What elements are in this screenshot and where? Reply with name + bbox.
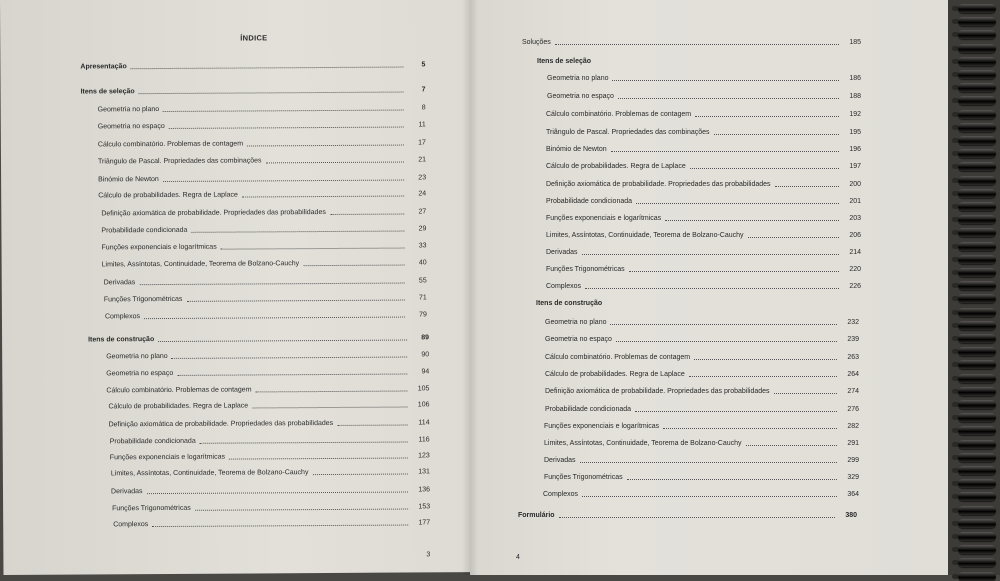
toc-entry-funcoes-trigonometricas <box>112 502 430 513</box>
toc-entry-label: Funções exponenciais e logarítmicas <box>546 215 662 222</box>
toc-entry-page: 185 <box>849 39 861 46</box>
toc-entry-page: 21 <box>418 156 427 164</box>
toc-entry-limites-assintotas-continuidade-teorema-de-bolzano-cauchy <box>111 467 430 478</box>
spiral-coil <box>958 545 996 554</box>
toc-dot-leader <box>555 43 839 45</box>
toc-entry-page: 220 <box>849 266 861 273</box>
toc-entry-label: Cálculo de probabilidades. Regra de Laplace <box>108 402 249 411</box>
spiral-coil <box>958 492 996 501</box>
toc-entry-complexos <box>546 282 861 291</box>
toc-entry-label: Probabilidade condicionada <box>545 406 632 413</box>
toc-entry-itens-de-construcao <box>536 299 861 308</box>
toc-dot-leader <box>172 356 408 359</box>
toc-entry-derivadas <box>111 485 430 496</box>
toc-entry-limites-assintotas-continuidade-teorema-de-bolzano-cauchy <box>546 231 861 240</box>
spiral-coil <box>958 281 996 290</box>
toc-dot-leader <box>694 358 837 360</box>
toc-entry-label: Definição axiomática de probabilidade. Propriedades das probabilidades <box>546 181 771 188</box>
toc-entry-page: 55 <box>418 277 427 285</box>
toc-dot-leader <box>610 323 837 325</box>
toc-entry-page: 106 <box>417 401 430 409</box>
toc-entry-page: 5 <box>421 61 426 69</box>
toc-dot-leader <box>266 161 404 164</box>
toc-entry-geometria-no-espaco <box>545 335 859 344</box>
spiral-coil <box>958 242 996 251</box>
toc-entry-page: 79 <box>419 311 427 319</box>
toc-entry-label: Probabilidade condicionada <box>101 226 188 235</box>
toc-entry-label: Apresentação <box>80 63 127 71</box>
toc-entry-itens-de-selecao <box>537 57 861 66</box>
toc-entry-page: 24 <box>418 190 427 198</box>
toc-entry-limites-assintotas-continuidade-teorema-de-bolzano-cauchy <box>102 258 427 269</box>
toc-entry-page: 116 <box>418 436 430 444</box>
toc-entry-page: 11 <box>418 121 426 129</box>
toc-entry-probabilidade-condicionada <box>545 405 859 414</box>
toc-entry-page: 33 <box>418 242 427 250</box>
spiral-binding <box>952 0 1000 575</box>
toc-entry-label: Itens de construção <box>536 300 603 307</box>
toc-entry-label: Triângulo de Pascal. Propriedades das combinações <box>97 157 262 166</box>
toc-entry-label: Itens de seleção <box>80 88 135 96</box>
toc-entry-geometria-no-plano <box>547 74 861 83</box>
toc-entry-triangulo-de-pascal-propriedades-das-combinacoes <box>546 128 861 137</box>
toc-entry-label: Limites, Assíntotas, Continuidade, Teorema de Bolzano-Cauchy <box>546 232 744 239</box>
spiral-coil <box>958 30 996 39</box>
toc-entry-label: Complexos <box>104 313 140 321</box>
spiral-coil <box>958 479 996 488</box>
toc-dot-leader <box>163 179 404 182</box>
toc-dot-leader <box>169 126 404 129</box>
toc-dot-leader <box>714 133 839 135</box>
toc-dot-leader <box>627 478 837 480</box>
spiral-coil <box>958 453 996 462</box>
toc-entry-funcoes-trigonometricas <box>544 473 859 482</box>
toc-entry-label: Probabilidade condicionada <box>546 198 633 205</box>
spiral-coil <box>958 96 996 105</box>
toc-entry-label: Cálculo de probabilidades. Regra de Laplace <box>98 191 238 200</box>
toc-dot-leader <box>748 236 839 238</box>
spiral-coil <box>958 321 996 330</box>
toc-dot-leader <box>611 150 839 152</box>
toc-dot-leader <box>139 91 404 95</box>
toc-entry-label: Funções exponenciais e logarítmicas <box>544 423 660 430</box>
toc-dot-leader <box>191 230 404 233</box>
toc-entry-label: Triângulo de Pascal. Propriedades das combinações <box>546 129 710 136</box>
spiral-coil <box>958 202 996 211</box>
toc-entry-page: 200 <box>849 181 861 188</box>
toc-dot-leader <box>163 109 404 112</box>
spiral-coil <box>958 44 996 53</box>
toc-dot-leader <box>618 97 839 99</box>
book-gutter <box>462 0 478 575</box>
toc-entry-binomio-de-newton <box>546 145 861 154</box>
spiral-coil <box>958 57 996 66</box>
toc-entry-calculo-de-probabilidades-regra-de-laplace <box>98 189 426 200</box>
toc-dot-leader <box>131 66 404 70</box>
toc-entry-label: Derivadas <box>546 249 578 256</box>
toc-entry-label: Cálculo combinatório. Problemas de contagem <box>97 140 244 149</box>
spiral-coil <box>958 413 996 422</box>
toc-entry-funcoes-exponenciais-e-logaritmicas <box>546 214 861 223</box>
toc-dot-leader <box>147 491 408 495</box>
toc-entry-geometria-no-espaco <box>106 367 429 378</box>
toc-entry-probabilidade-condicionada <box>546 197 861 206</box>
toc-entry-geometria-no-espaco <box>547 92 861 101</box>
toc-entry-triangulo-de-pascal-propriedades-das-combinacoes <box>98 155 426 166</box>
toc-entry-funcoes-exponenciais-e-logaritmicas <box>544 422 859 431</box>
toc-dot-leader <box>221 247 405 250</box>
toc-entry-label: Cálculo de probabilidades. Regra de Laplace <box>545 371 685 378</box>
toc-dot-leader <box>256 390 408 393</box>
toc-entry-page: 153 <box>418 503 431 511</box>
toc-entry-page: 329 <box>847 474 859 481</box>
toc-entry-page: 177 <box>418 519 431 527</box>
spiral-coil <box>958 466 996 475</box>
toc-dot-leader <box>242 195 404 198</box>
spiral-coil <box>958 123 996 132</box>
spiral-coil <box>958 400 996 409</box>
toc-entry-itens-de-construcao <box>88 333 429 344</box>
toc-dot-leader <box>229 457 408 460</box>
toc-entry-calculo-combinatorio-problemas-de-contagem <box>546 110 861 119</box>
toc-dot-leader <box>252 406 407 409</box>
toc-dot-leader <box>616 340 837 342</box>
toc-dot-leader <box>152 524 408 528</box>
toc-entry-page: 29 <box>418 225 427 233</box>
toc-entry-page: 123 <box>418 452 430 460</box>
spiral-coil <box>958 228 996 237</box>
toc-entry-page: 276 <box>847 406 859 413</box>
toc-entry-label: Funções exponenciais e logarítmicas <box>109 453 225 462</box>
toc-dot-leader <box>200 441 408 444</box>
toc-entry-label: Geometria no plano <box>545 319 607 326</box>
spiral-coil <box>958 136 996 145</box>
toc-entry-definicao-axiomatica-de-probabilidade-propriedades-das-probabilidades <box>546 180 861 189</box>
toc-entry-page: 94 <box>421 368 430 376</box>
toc-entry-geometria-no-plano <box>106 350 429 361</box>
spiral-coil <box>958 347 996 356</box>
toc-entry-label: Probabilidade condicionada <box>109 437 196 446</box>
spiral-coil <box>958 83 996 92</box>
toc-entry-label: Itens de construção <box>88 336 155 344</box>
toc-dot-leader <box>582 253 839 255</box>
toc-dot-leader <box>746 444 837 446</box>
toc-dot-leader <box>775 185 839 187</box>
toc-entry-geometria-no-plano <box>98 103 426 114</box>
spiral-coil <box>958 532 996 541</box>
toc-entry-probabilidade-condicionada <box>101 224 426 235</box>
toc-entry-page: 226 <box>849 283 861 290</box>
spiral-coil <box>958 558 996 567</box>
spiral-coil <box>958 70 996 79</box>
toc-entry-page: 136 <box>418 486 431 494</box>
right-page <box>470 0 948 575</box>
toc-entry-page: 380 <box>845 512 857 519</box>
toc-entry-complexos <box>105 310 427 321</box>
toc-dot-leader <box>663 427 837 429</box>
spiral-coil <box>958 189 996 198</box>
toc-entry-complexos <box>543 490 859 499</box>
toc-entry-calculo-combinatorio-problemas-de-contagem <box>98 138 426 149</box>
toc-entry-label: Derivadas <box>103 279 136 287</box>
toc-entry-binomio-de-newton <box>98 173 426 184</box>
toc-dot-leader <box>186 299 404 302</box>
toc-entry-page: 214 <box>849 249 861 256</box>
toc-entry-page: 17 <box>418 139 426 147</box>
toc-entry-label: Geometria no plano <box>106 352 168 361</box>
toc-dot-leader <box>585 287 839 289</box>
toc-entry-label: Geometria no espaço <box>106 369 174 378</box>
toc-entry-geometria-no-plano <box>545 318 859 327</box>
toc-entry-label: Funções Trigonométricas <box>544 474 623 481</box>
toc-entry-page: 192 <box>849 111 861 118</box>
toc-entry-page: 188 <box>849 93 861 100</box>
toc-dot-leader <box>195 508 408 511</box>
toc-dot-leader <box>303 264 404 267</box>
toc-dot-leader <box>636 202 839 204</box>
toc-dot-leader <box>559 516 835 518</box>
toc-entry-label: Funções Trigonométricas <box>546 266 625 273</box>
page-number-left: 3 <box>426 551 431 559</box>
toc-entry-label: Cálculo combinatório. Problemas de contagem <box>545 354 691 361</box>
toc-dot-leader <box>774 392 837 394</box>
toc-entry-complexos <box>113 518 430 529</box>
toc-entry-definicao-axiomatica-de-probabilidade-propriedades-das-probabilidades <box>109 418 430 429</box>
toc-entry-solucoes <box>522 38 861 47</box>
toc-entry-page: 131 <box>418 468 430 476</box>
toc-entry-label: Definição axiomática de probabilidade. Propriedades das probabilidades <box>108 419 334 429</box>
toc-entry-label: Complexos <box>113 521 149 529</box>
toc-entry-label: Cálculo de probabilidades. Regra de Laplace <box>546 163 686 170</box>
toc-dot-leader <box>337 424 407 426</box>
toc-entry-label: Binómio de Newton <box>546 146 607 153</box>
toc-dot-leader <box>144 316 405 320</box>
toc-dot-leader <box>247 144 404 147</box>
toc-entry-page: 203 <box>849 215 861 222</box>
toc-dot-leader <box>635 410 837 412</box>
toc-dot-leader <box>629 270 839 272</box>
toc-entry-label: Binómio de Newton <box>98 176 159 184</box>
toc-entry-page: 186 <box>849 75 861 82</box>
toc-entry-page: 282 <box>847 423 859 430</box>
toc-entry-page: 114 <box>418 419 430 427</box>
toc-entry-label: Limites, Assíntotas, Continuidade, Teorema de Bolzano-Cauchy <box>101 260 300 269</box>
toc-dot-leader <box>695 115 839 117</box>
toc-entry-page: 27 <box>418 208 427 216</box>
index-title: ÍNDICE <box>240 33 268 43</box>
toc-entry-derivadas <box>544 456 859 465</box>
toc-entry-page: 71 <box>419 294 427 302</box>
toc-entry-page: 8 <box>421 104 426 112</box>
toc-dot-leader <box>690 167 839 169</box>
toc-entry-page: 23 <box>418 174 427 182</box>
spiral-coil <box>958 519 996 528</box>
toc-entry-page: 7 <box>421 86 426 94</box>
spiral-coil <box>958 572 996 581</box>
toc-entry-label: Formulário <box>518 512 555 519</box>
toc-entry-limites-assintotas-continuidade-teorema-de-bolzano-cauchy <box>544 439 859 448</box>
toc-entry-funcoes-trigonometricas <box>104 293 427 304</box>
toc-entry-label: Derivadas <box>110 488 143 496</box>
spiral-coil <box>958 294 996 303</box>
toc-dot-leader <box>312 473 407 476</box>
spiral-coil <box>958 360 996 369</box>
spiral-coil <box>958 308 996 317</box>
toc-entry-page: 274 <box>847 388 859 395</box>
spiral-coil <box>958 110 996 119</box>
toc-dot-leader <box>177 373 407 376</box>
toc-dot-leader <box>582 495 837 497</box>
toc-entry-calculo-combinatorio-problemas-de-contagem <box>545 353 859 362</box>
spiral-coil <box>958 215 996 224</box>
toc-entry-label: Geometria no espaço <box>97 122 165 131</box>
toc-entry-page: 196 <box>849 146 861 153</box>
toc-entry-funcoes-exponenciais-e-logaritmicas <box>110 451 430 462</box>
toc-entry-calculo-combinatorio-problemas-de-contagem <box>106 384 429 395</box>
toc-entry-page: 264 <box>847 371 859 378</box>
toc-entry-derivadas <box>104 276 427 287</box>
toc-entry-page: 263 <box>847 354 859 361</box>
spiral-coil <box>958 149 996 158</box>
toc-entry-apresentacao <box>80 60 425 71</box>
toc-entry-definicao-axiomatica-de-probabilidade-propriedades-das-probabilidades <box>545 387 859 396</box>
toc-entry-label: Complexos <box>543 491 579 498</box>
toc-entry-probabilidade-condicionada <box>110 435 430 446</box>
toc-entry-formulario <box>518 511 857 520</box>
toc-entry-page: 40 <box>418 259 427 267</box>
spiral-coil <box>958 374 996 383</box>
toc-entry-page: 201 <box>849 198 861 205</box>
toc-entry-page: 195 <box>849 129 861 136</box>
spiral-coil <box>958 426 996 435</box>
spiral-coil <box>958 176 996 185</box>
spiral-coil <box>958 268 996 277</box>
toc-entry-calculo-de-probabilidades-regra-de-laplace <box>545 370 859 379</box>
toc-entry-label: Cálculo combinatório. Problemas de contagem <box>546 111 692 118</box>
toc-dot-leader <box>612 79 839 81</box>
toc-entry-page: 239 <box>847 336 859 343</box>
toc-entry-page: 206 <box>849 232 861 239</box>
toc-entry-label: Complexos <box>546 283 582 290</box>
spiral-coil <box>958 4 996 13</box>
spiral-coil <box>958 387 996 396</box>
toc-entry-label: Cálculo combinatório. Problemas de contagem <box>106 386 252 395</box>
toc-entry-label: Limites, Assíntotas, Continuidade, Teorema de Bolzano-Cauchy <box>110 469 309 478</box>
toc-entry-page: 291 <box>847 440 859 447</box>
toc-entry-page: 89 <box>421 334 430 342</box>
page-number-right: 4 <box>516 554 520 561</box>
toc-entry-label: Geometria no espaço <box>545 336 612 343</box>
toc-entry-calculo-de-probabilidades-regra-de-laplace <box>546 162 861 171</box>
toc-entry-page: 364 <box>847 491 859 498</box>
toc-entry-page: 299 <box>847 457 859 464</box>
toc-dot-leader <box>665 219 839 221</box>
toc-dot-leader <box>689 375 837 377</box>
toc-dot-leader <box>158 339 407 343</box>
toc-entry-label: Definição axiomática de probabilidade. Propriedades das probabilidades <box>545 388 770 395</box>
toc-entry-funcoes-exponenciais-e-logaritmicas <box>101 241 426 252</box>
spiral-coil <box>958 17 996 26</box>
toc-dot-leader <box>139 282 404 286</box>
toc-dot-leader <box>330 213 404 215</box>
toc-dot-leader <box>580 461 837 463</box>
toc-entry-geometria-no-espaco <box>98 120 426 131</box>
toc-entry-page: 232 <box>847 319 859 326</box>
toc-entry-label: Derivadas <box>544 457 576 464</box>
toc-entry-funcoes-trigonometricas <box>546 265 861 274</box>
toc-entry-label: Funções Trigonométricas <box>103 295 183 304</box>
toc-entry-page: 105 <box>417 385 430 393</box>
toc-entry-label: Funções Trigonométricas <box>112 504 191 513</box>
spiral-coil <box>958 440 996 449</box>
toc-entry-label: Geometria no espaço <box>547 93 614 100</box>
left-page <box>0 0 474 575</box>
toc-entry-itens-de-selecao <box>81 85 426 96</box>
toc-entry-label: Soluções <box>522 39 551 46</box>
toc-entry-calculo-de-probabilidades-regra-de-laplace <box>108 400 429 411</box>
toc-entry-label: Definição axiomática de probabilidade. Propriedades das probabilidades <box>101 209 326 218</box>
toc-entry-derivadas <box>546 248 861 257</box>
toc-entry-label: Funções exponenciais e logarítmicas <box>101 243 217 252</box>
toc-entry-label: Itens de seleção <box>537 58 592 65</box>
toc-entry-label: Geometria no plano <box>547 75 609 82</box>
toc-entry-definicao-axiomatica-de-probabilidade-propriedades-das-probabilidades <box>101 207 426 218</box>
toc-entry-page: 197 <box>849 163 861 170</box>
spiral-coil <box>958 506 996 515</box>
toc-entry-label: Geometria no plano <box>97 106 160 114</box>
spiral-coil <box>958 255 996 264</box>
spiral-coil <box>958 162 996 171</box>
toc-entry-label: Limites, Assíntotas, Continuidade, Teorema de Bolzano-Cauchy <box>544 440 742 447</box>
spiral-coil <box>958 334 996 343</box>
toc-entry-page: 90 <box>421 351 430 359</box>
